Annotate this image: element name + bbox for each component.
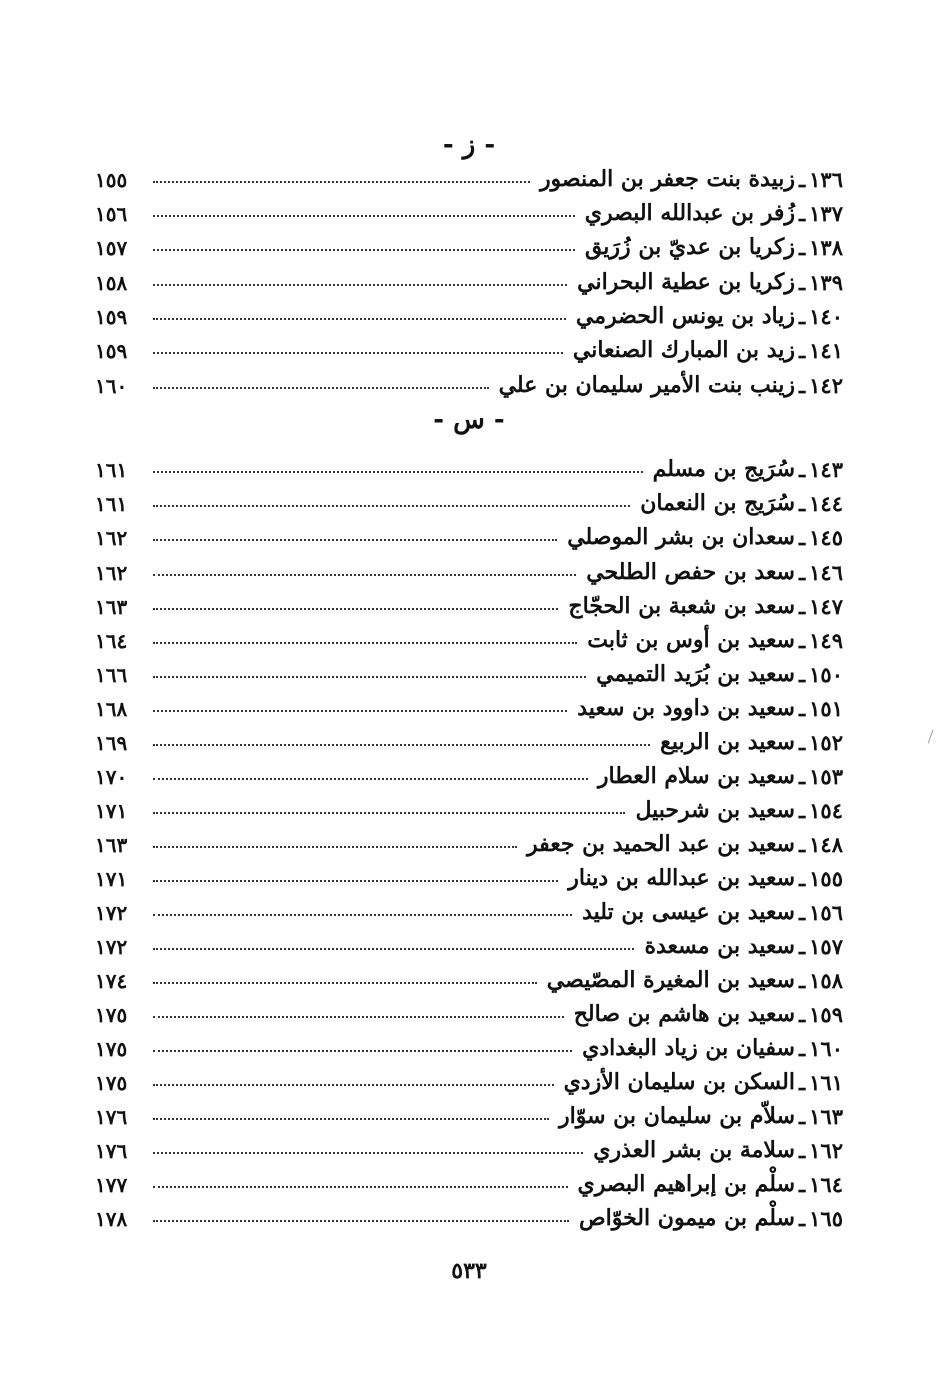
index-entry	[95, 297, 843, 329]
entry-number: ١٤٨	[809, 832, 843, 857]
entry-separator: ـ	[799, 201, 806, 226]
entry-separator: ـ	[799, 270, 806, 295]
entry-separator: ـ	[799, 900, 806, 925]
section-heading-zay: - ز -	[442, 130, 496, 160]
entry-name: سعيد بن هاشم بن صالح	[573, 1001, 795, 1027]
entry-number: ١٣٨	[809, 235, 843, 260]
index-entry	[95, 160, 843, 192]
entry-number: ١٥٧	[809, 934, 843, 959]
entry-separator: ـ	[799, 373, 806, 398]
entry-number: ١٥٠	[809, 662, 843, 687]
entry-number: ١٤٥	[809, 525, 843, 550]
entry-separator: ـ	[799, 560, 806, 585]
dot-leader	[153, 641, 577, 644]
entry-page-number: ١٧٥	[95, 1037, 128, 1061]
entry-separator: ـ	[799, 628, 806, 653]
entry-name: سُرَيج بن النعمان	[640, 490, 795, 516]
index-entry	[95, 366, 843, 398]
entry-name: سعيد بن بُرَيد التميمي	[596, 661, 795, 687]
entry-separator: ـ	[799, 1206, 806, 1231]
entry-page-number: ١٧٥	[95, 1071, 128, 1095]
entry-number: ١٤٠	[809, 304, 843, 329]
index-entry	[95, 961, 843, 993]
dot-leader	[153, 351, 563, 354]
index-entry	[95, 1165, 843, 1197]
entry-page-number: ١٦٢	[95, 526, 128, 550]
index-entry	[95, 893, 843, 925]
entry-page-number: ١٦٠	[95, 374, 128, 398]
entry-page-number: ١٧٦	[95, 1139, 128, 1163]
entry-number: ١٥٤	[809, 798, 843, 823]
dot-leader	[153, 913, 572, 916]
entry-number: ١٤٦	[809, 560, 843, 585]
entry-name: سعيد بن أوس بن ثابت	[587, 627, 795, 653]
entry-separator: ـ	[799, 730, 806, 755]
dot-leader	[153, 981, 537, 984]
index-entry	[95, 723, 843, 755]
entry-name: سعيد بن داوود بن سعيد	[577, 695, 795, 721]
entry-page-number: ١٧٥	[95, 1003, 128, 1027]
entry-name: سعيد بن الربيع	[660, 729, 795, 755]
entry-page-number: ١٥٥	[95, 168, 128, 192]
entry-number: ١٣٦	[809, 167, 843, 192]
entry-name: سعيد بن المغيرة المصّيصي	[546, 967, 795, 993]
entry-number: ١٦٥	[809, 1206, 843, 1231]
index-entry	[95, 553, 843, 585]
entry-name: سعيد بن مسعدة	[644, 933, 795, 959]
dot-leader	[153, 248, 575, 251]
entry-number: ١٥٥	[809, 866, 843, 891]
entry-separator: ـ	[799, 304, 806, 329]
entry-name: سعيد بن عبد الحميد بن جعفر	[527, 831, 795, 857]
index-entry	[95, 518, 843, 550]
dot-leader	[153, 1219, 569, 1222]
index-entry	[95, 1063, 843, 1095]
entry-page-number: ١٧٦	[95, 1105, 128, 1129]
entry-number: ١٥٣	[809, 764, 843, 789]
entry-number: ١٣٧	[809, 201, 843, 226]
entry-name: سلاّم بن سليمان بن سوّار	[558, 1103, 795, 1129]
entry-number: ١٥٨	[809, 968, 843, 993]
entry-name: زُفر بن عبدالله البصري	[584, 200, 795, 226]
entry-name: سعد بن شعبة بن الحجّاج	[568, 593, 795, 619]
entry-name: سعيد بن عبدالله بن دينار	[568, 865, 795, 891]
entry-name: السكن بن سليمان الأزدي	[563, 1069, 795, 1095]
dot-leader	[153, 386, 489, 389]
dot-leader	[153, 607, 558, 610]
entry-page-number: ١٥٩	[95, 305, 128, 329]
index-entry	[95, 621, 843, 653]
page-number: ٥٣٣	[451, 1258, 487, 1284]
entry-number: ١٥٢	[809, 730, 843, 755]
dot-leader	[153, 317, 566, 320]
entry-page-number: ١٥٨	[95, 271, 128, 295]
dot-leader	[153, 1151, 583, 1154]
entry-number: ١٥١	[809, 696, 843, 721]
entry-separator: ـ	[799, 167, 806, 192]
entry-page-number: ١٦٣	[95, 833, 128, 857]
entry-page-number: ١٦٩	[95, 731, 128, 755]
entry-number: ١٤٩	[809, 628, 843, 653]
entry-separator: ـ	[799, 866, 806, 891]
entry-name: زياد بن يونس الحضرمي	[575, 303, 795, 329]
dot-leader	[153, 538, 557, 541]
entry-number: ١٣٩	[809, 270, 843, 295]
entry-number: ١٦١	[809, 1070, 843, 1095]
dot-leader	[153, 283, 567, 286]
entry-separator: ـ	[799, 696, 806, 721]
dot-leader	[153, 811, 625, 814]
dot-leader	[153, 743, 650, 746]
index-entry	[95, 1097, 843, 1129]
entry-page-number: ١٦٨	[95, 697, 128, 721]
dot-leader	[153, 1049, 572, 1052]
entry-separator: ـ	[799, 594, 806, 619]
index-entry	[95, 995, 843, 1027]
entry-separator: ـ	[799, 798, 806, 823]
entry-name: سُرَيج بن مسلم	[652, 456, 795, 482]
entry-name: سعد بن حفص الطلحي	[586, 559, 795, 585]
entry-number: ١٥٦	[809, 900, 843, 925]
entry-separator: ـ	[799, 525, 806, 550]
entry-page-number: ١٦٣	[95, 595, 128, 619]
entry-number: ١٥٩	[809, 1002, 843, 1027]
entry-page-number: ١٥٦	[95, 202, 128, 226]
entry-separator: ـ	[799, 1070, 806, 1095]
index-entry	[95, 1131, 843, 1163]
dot-leader	[153, 777, 588, 780]
entry-separator: ـ	[799, 235, 806, 260]
entry-page-number: ١٦٦	[95, 663, 128, 687]
entry-number: ١٦٢	[809, 1138, 843, 1163]
entry-page-number: ١٧٤	[95, 969, 128, 993]
dot-leader	[153, 180, 530, 183]
entry-name: سلامة بن بشر العذري	[593, 1137, 795, 1163]
entry-name: زكريا بن عديّ بن زُرَيق	[584, 234, 795, 260]
entry-page-number: ١٧٧	[95, 1173, 128, 1197]
index-entry	[95, 757, 843, 789]
dot-leader	[153, 1117, 549, 1120]
index-entry	[95, 484, 843, 516]
entry-separator: ـ	[799, 1104, 806, 1129]
index-entry	[95, 587, 843, 619]
dot-leader	[153, 675, 586, 678]
margin-mark	[928, 730, 936, 744]
entry-page-number: ١٦٢	[95, 561, 128, 585]
dot-leader	[153, 845, 517, 848]
entry-number: ١٤٣	[809, 457, 843, 482]
entry-separator: ـ	[799, 1002, 806, 1027]
entry-page-number: ١٧٠	[95, 765, 128, 789]
index-entry	[95, 791, 843, 823]
entry-separator: ـ	[799, 1172, 806, 1197]
entry-page-number: ١٧١	[95, 799, 128, 823]
entry-name: سفيان بن زياد البغدادي	[582, 1035, 795, 1061]
dot-leader	[153, 214, 575, 217]
entry-separator: ـ	[799, 491, 806, 516]
dot-leader	[153, 1015, 564, 1018]
entry-name: سعدان بن بشر الموصلي	[567, 524, 795, 550]
entry-name: سلْم بن إبراهيم البصري	[577, 1171, 795, 1197]
entry-number: ١٤٧	[809, 594, 843, 619]
entry-page-number: ١٧٨	[95, 1207, 128, 1231]
index-entry	[95, 689, 843, 721]
entry-page-number: ١٧٢	[95, 901, 128, 925]
entry-name: زكريا بن عطية البحراني	[577, 269, 795, 295]
dot-leader	[153, 947, 634, 950]
entry-separator: ـ	[799, 338, 806, 363]
dot-leader	[153, 573, 576, 576]
entry-name: زبيدة بنت جعفر بن المنصور	[539, 166, 795, 192]
entry-page-number: ١٦٤	[95, 629, 128, 653]
entry-number: ١٦٣	[809, 1104, 843, 1129]
dot-leader	[153, 504, 630, 507]
dot-leader	[153, 1185, 568, 1188]
entry-page-number: ١٦١	[95, 458, 128, 482]
entry-page-number: ١٦١	[95, 492, 128, 516]
entry-page-number: ١٥٩	[95, 339, 128, 363]
dot-leader	[153, 709, 567, 712]
entry-number: ١٦٤	[809, 1172, 843, 1197]
dot-leader	[153, 470, 643, 473]
index-entry	[95, 1199, 843, 1231]
entry-separator: ـ	[799, 934, 806, 959]
entry-page-number: ١٥٧	[95, 236, 128, 260]
index-entry	[95, 331, 843, 363]
entry-number: ١٤١	[809, 338, 843, 363]
index-entry	[95, 194, 843, 226]
entry-separator: ـ	[799, 1036, 806, 1061]
entry-name: زيد بن المبارك الصنعاني	[572, 337, 795, 363]
entry-name: سعيد بن شرحبيل	[635, 797, 795, 823]
index-entry	[95, 859, 843, 891]
dot-leader	[153, 1083, 554, 1086]
index-entry	[95, 263, 843, 295]
index-entry	[95, 228, 843, 260]
index-entry	[95, 1029, 843, 1061]
entry-separator: ـ	[799, 832, 806, 857]
entry-name: سلْم بن ميمون الخوّاص	[579, 1205, 795, 1231]
entry-name: سعيد بن سلام العطار	[597, 763, 795, 789]
index-entry	[95, 450, 843, 482]
entry-number: ١٦٠	[809, 1036, 843, 1061]
entry-separator: ـ	[799, 662, 806, 687]
entry-page-number: ١٧١	[95, 867, 128, 891]
index-entry	[95, 825, 843, 857]
entry-number: ١٤٢	[809, 373, 843, 398]
entry-separator: ـ	[799, 764, 806, 789]
entry-separator: ـ	[799, 968, 806, 993]
entry-name: سعيد بن عيسى بن تليد	[582, 899, 795, 925]
section-heading-sin: - س -	[433, 405, 505, 435]
entry-separator: ـ	[799, 457, 806, 482]
entry-name: زينب بنت الأمير سليمان بن علي	[498, 372, 795, 398]
index-entry	[95, 927, 843, 959]
entry-page-number: ١٧٢	[95, 935, 128, 959]
dot-leader	[153, 879, 558, 882]
entry-number: ١٤٤	[809, 491, 843, 516]
entry-separator: ـ	[799, 1138, 806, 1163]
index-entry	[95, 655, 843, 687]
